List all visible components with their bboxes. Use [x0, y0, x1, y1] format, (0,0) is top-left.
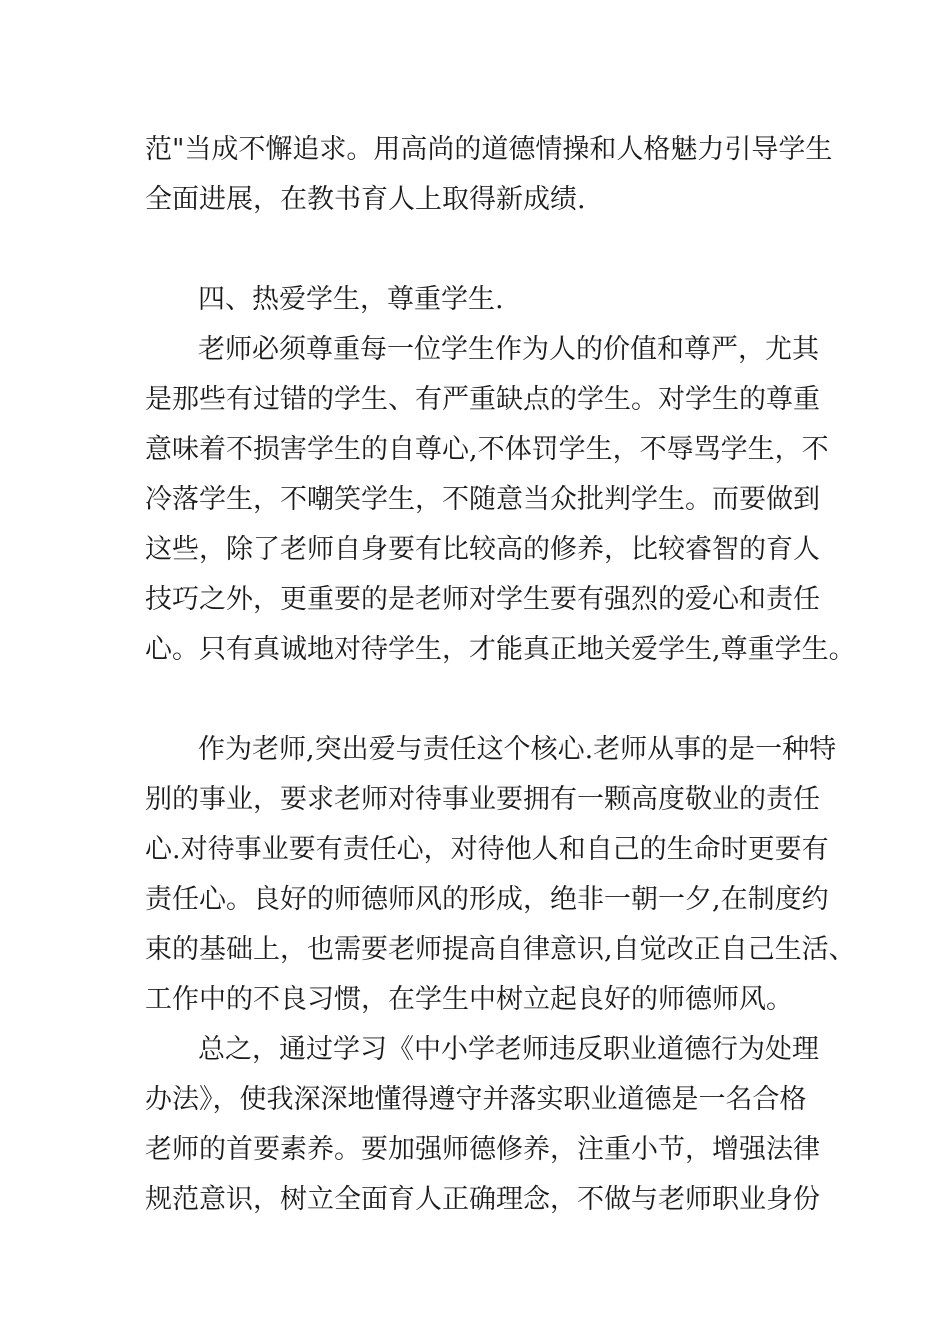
paragraph-3-line-5: 束的基础上，也需要老师提高自律意识,自觉改正自己生活、: [145, 934, 856, 965]
paragraph-4-line-4: 规范意识，树立全面育人正确理念，不做与老师职业身份: [145, 1184, 820, 1215]
paragraph-4-line-1: 总之，通过学习《中小学老师违反职业道德行为处理: [198, 1034, 819, 1065]
paragraph-2-line-4: 冷落学生，不嘲笑学生，不随意当众批判学生。而要做到: [145, 484, 820, 515]
paragraph-2-line-6: 技巧之外，更重要的是老师对学生要有强烈的爱心和责任: [145, 584, 820, 615]
paragraph-2-line-7: 心。只有真诚地对待学生，才能真正地关爱学生,尊重学生。: [145, 634, 856, 665]
paragraph-1-line-2: 全面进展，在教书育人上取得新成绩.: [145, 184, 586, 215]
paragraph-3-line-3: 心.对待事业要有责任心，对待他人和自己的生命时更要有: [145, 834, 829, 865]
paragraph-2-line-2: 是那些有过错的学生、有严重缺点的学生。对学生的尊重: [145, 384, 820, 415]
paragraph-2-line-1: 老师必须尊重每一位学生作为人的价值和尊严，尤其: [198, 334, 819, 365]
paragraph-3-line-4: 责任心。良好的师德师风的形成，绝非一朝一夕,在制度约: [145, 884, 829, 915]
paragraph-3-line-1: 作为老师,突出爱与责任这个核心.老师从事的是一种特: [198, 734, 837, 765]
paragraph-3-line-6: 工作中的不良习惯，在学生中树立起良好的师德师风。: [145, 984, 793, 1015]
paragraph-2-line-5: 这些，除了老师自身要有比较高的修养，比较睿智的育人: [145, 534, 820, 565]
section-heading-4: 四、热爱学生，尊重学生.: [198, 284, 504, 315]
paragraph-2-line-3: 意味着不损害学生的自尊心,不体罚学生，不辱骂学生，不: [145, 434, 829, 465]
paragraph-4-line-2: 办法》，使我深深地懂得遵守并落实职业道德是一名合格: [145, 1084, 807, 1115]
paragraph-3-line-2: 别的事业，要求老师对待事业要拥有一颗高度敬业的责任: [145, 784, 820, 815]
paragraph-4-line-3: 老师的首要素养。要加强师德修养，注重小节，增强法律: [145, 1134, 820, 1165]
paragraph-1-line-1: 范"当成不懈追求。用高尚的道德情操和人格魅力引导学生: [145, 134, 833, 165]
